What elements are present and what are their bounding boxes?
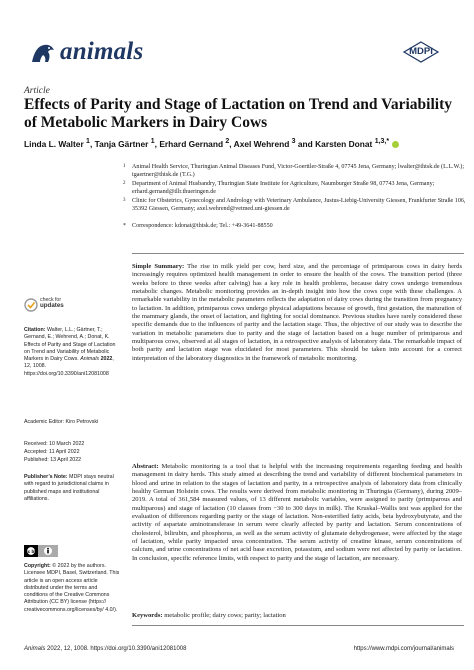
correspondence <box>123 223 467 231</box>
check-for-updates[interactable] <box>40 297 64 309</box>
correspondence-marker: * <box>123 223 126 229</box>
cc-badge-text: cc by <box>25 548 37 554</box>
citation-journal: Animals <box>80 356 100 363</box>
creative-commons-icon[interactable] <box>24 545 58 557</box>
publisher-note-text: MDPI stays neutral with regard to jurisdictional claims in published maps and institutional affiliations. <box>24 474 114 502</box>
author-name: Tanja Gärtner <box>94 138 149 149</box>
citation-rest[interactable]: , 12, 1008. https://doi.org/10.3390/ani12081008 <box>24 356 114 377</box>
article-type: Article <box>24 86 50 96</box>
author-list <box>24 138 464 149</box>
citation <box>24 327 120 378</box>
orcid-icon[interactable] <box>392 141 399 148</box>
author-name: Erhard Gernand <box>159 138 224 149</box>
affiliation-text: Animal Health Service, Thuringian Animal Diseases Fund, Victor-Goerttler-Straße 4, 07745 Jena, Germany; lwalter@thtsk.de (L.L.W.); tgaertner@thtsk.de (T.G.) <box>132 164 465 178</box>
mdpi-logo-text: MDPI <box>409 46 433 57</box>
abstract-label: Abstract: <box>132 463 159 470</box>
author-affiliation-marker: 2 <box>225 138 230 145</box>
copyright-label: Copyright: <box>24 563 51 569</box>
accepted-date: Accepted: 11 April 2022 <box>24 449 80 455</box>
affiliation-number: 2 <box>123 181 126 186</box>
affiliation-1 <box>123 164 467 179</box>
published-date: Published: 13 April 2022 <box>24 457 82 463</box>
academic-editor <box>24 419 120 426</box>
footer-doi[interactable]: 2022, 12, 1008. https://doi.org/10.3390/ani12081008 <box>45 646 187 652</box>
author-name: Karsten Donat <box>315 138 373 149</box>
academic-editor-name: Kiro Petrovski <box>65 419 99 425</box>
divider <box>132 625 464 626</box>
author-affiliation-marker: 1 <box>150 138 155 145</box>
author-affiliation-marker: 1,3,* <box>374 138 390 145</box>
author-affiliation-marker: 1 <box>86 138 90 145</box>
keywords <box>132 612 462 620</box>
author-name: Linda L. Walter <box>24 138 84 149</box>
check-for-updates-line2: updates <box>40 302 64 310</box>
author-name: Axel Wehrend <box>233 138 290 149</box>
affiliation-2 <box>123 181 467 196</box>
author-separator: and <box>295 138 316 149</box>
check-for-updates-icon[interactable] <box>24 297 38 313</box>
keywords-text: metabolic profile; dairy cows; parity; lactation <box>164 612 286 619</box>
keywords-label: Keywords: <box>132 612 163 619</box>
journal-name: animals <box>60 38 144 65</box>
author-separator: , <box>89 138 95 149</box>
citation-label: Citation: <box>24 327 46 333</box>
affiliation-text: Department of Animal Husbandry, Thuringian State Institute for Agriculture, Naumburger Straße 98, 07743 Jena, Germany; erhard.gernand@tllr.thueringen.de <box>132 181 435 195</box>
author-separator: , <box>229 138 234 149</box>
simple-summary-label: Simple Summary: <box>132 263 185 270</box>
affiliation-number: 3 <box>123 198 126 203</box>
footer-citation <box>24 646 186 652</box>
footer-journal: Animals <box>24 646 46 652</box>
citation-year: 2022 <box>100 356 113 363</box>
author-separator: , <box>154 138 160 149</box>
affiliation-number: 1 <box>123 164 126 169</box>
affiliation-3 <box>123 198 467 213</box>
divider <box>132 253 464 254</box>
citation-text: Walter, L.L.; Gärtner, T.; Gernand, E.; Wehrend, A.; Donat, K. Effects of Parity and Stage of Lactation on Trend and Variability of Metabolic Markers in Dairy Cows. <box>24 327 116 363</box>
abstract <box>132 463 462 563</box>
affiliation-text: Clinic for Obstetrics, Gynecology and Andrology with Veterinary Ambulance, Justus-Liebig-University Giessen, Frankfurter Straße 106, 35392 Giessen, Germany; axel.wehrend@vetmed.uni-giessen.de <box>132 198 466 212</box>
simple-summary <box>132 263 462 363</box>
footer-journal-link[interactable]: https://www.mdpi.com/journal/animals <box>353 646 454 652</box>
copyright <box>24 563 120 614</box>
animals-logo-icon <box>30 42 56 64</box>
author-affiliation-marker: 3 <box>291 138 296 145</box>
check-for-updates-line1: check for <box>40 297 62 303</box>
copyright-text: © 2022 by the authors. Licensee MDPI, Basel, Switzerland. This article is an open access article distributed under the terms and conditions of the Creative Commons Attribution (CC BY) license (https:// creativecommons.org/licenses/by/ 4.0/). <box>24 563 120 613</box>
abstract-text: Metabolic monitoring is a tool that is helpful with the increasing requirements regarding feeding and health management in dairy herds. This study aimed at describing the trend and variability of different biochemical parameters in blood and urine in relation to the stages of lactation and parity, in a retrospective analysis of laboratory data from clinically healthy German Holstein cows. The results were derived from metabolic monitoring in Thuringia (Germany), during 2009–2019. A total of 361,584 measured values, of 13 different metabolic variables, were assigned to parity (primiparous and multiparous) and stage of lactation (10 classes from −30 to 300 days in milk). The Kruskal–Wallis test was applied for the evaluation of differences regarding parity or the stage of lactation. Non-esterified fatty acids, beta hydroxybutyrate, and the activity of aspartate aminotransferase in serum were clearly affected by parity and lactation. Serum concentrations of cholesterol, bilirubin, and phosphorus, as well as the serum activity of glutamate dehydrogenase, were affected by the stage of lactation, while parity impacted urea concentration. The serum activity of creatine kinase, serum concentrations of calcium, and urine concentrations of net acid base excretion, potassium, and sodium were not affected by parity or lactation. In conclusion, specific reference limits, with respect to parity and the stage of lactation, are necessary. <box>132 463 462 562</box>
paper-title: Effects of Parity and Stage of Lactation on Trend and Variability of Metabolic Markers in Dairy Cows <box>24 96 452 131</box>
academic-editor-label: Academic Editor: <box>24 419 65 425</box>
correspondence-text: Correspondence: kdonat@thtsk.de; Tel.: +49-3641-88550 <box>132 223 273 229</box>
received-date: Received: 10 March 2022 <box>24 441 85 447</box>
publisher-note-label: Publisher’s Note: <box>24 474 68 480</box>
publisher-note <box>24 474 120 503</box>
simple-summary-text: The rise in milk yield per cow, herd size, and the percentage of primiparous cows in dairy herds increasingly requires optimized health management in order to ensure the health of the cows. The transition period (three weeks before to three weeks after calving) has a key role in health problems, because dairy cows undergo tremendous metabolic changes. Metabolic monitoring provides an in-depth insight into how the cows cope with these challenges. A remarkable variability in the metabolic parameters reflects the adaptation of dairy cows during the transition from pregnancy to lactation. In addition, primiparous cows undergo physical adaptations because of growth, first gestation, the maturation of the mammary glands, the onset of lactation, and fighting for social dominance. Previous studies have rarely considered these specific demands due to the influences of parity and the lactation stage. Thus, the objective of our study was to describe the variation in metabolic parameters due to parity and the stage of lactation based on a huge number of primiparous and multiparous cows, observed at all stages of lactation, in a retrospective analysis of laboratory data. The remarkable impact of both parity and lactation stage was elucidated for most parameters. This should be taken into account for a correct interpretation of the laboratory diagnostics in the framework of metabolic monitoring. <box>132 263 462 362</box>
